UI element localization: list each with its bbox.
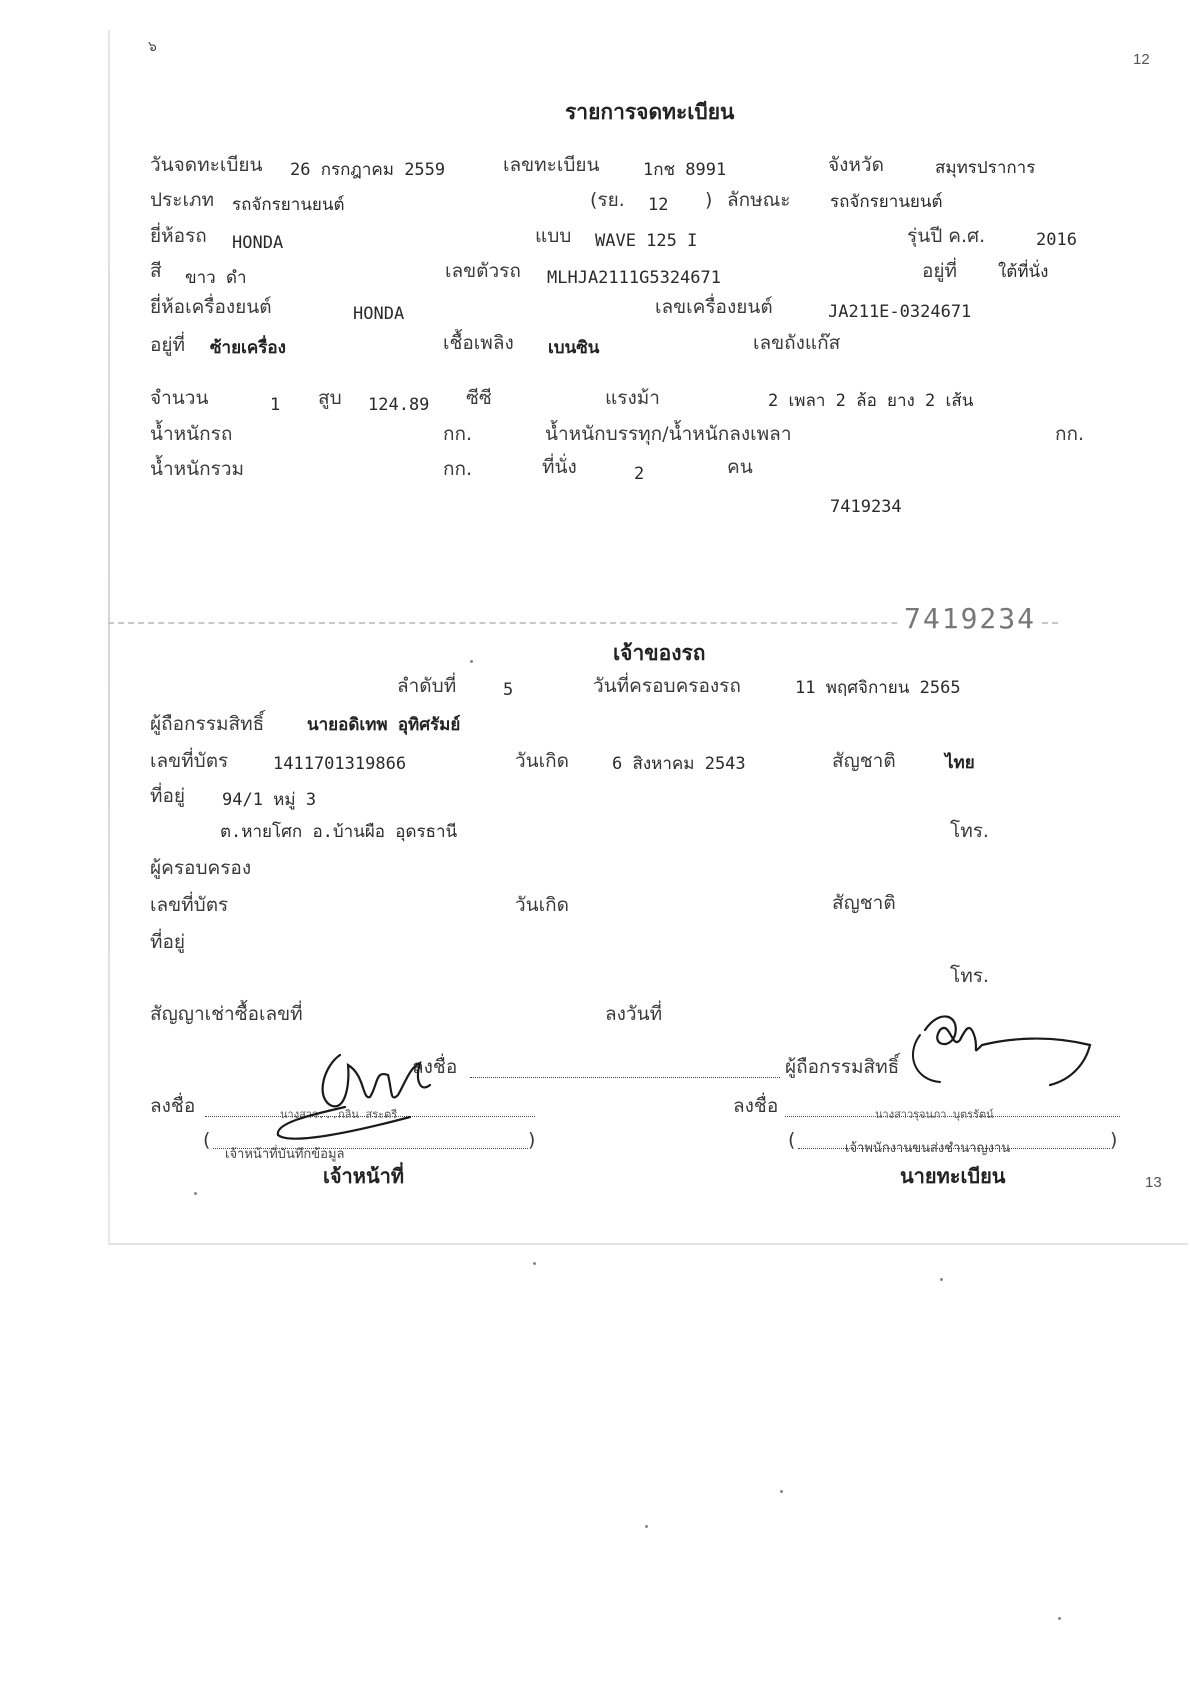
chassis-number: MLHJA2111G5324671	[547, 268, 721, 288]
axle-tire: 2 เพลา 2 ล้อ ยาง 2 เส้น	[768, 391, 974, 411]
model-label: แบบ	[535, 225, 572, 247]
officer-paren-open: (	[203, 1129, 211, 1151]
brand-label: ยี่ห้อรถ	[150, 225, 207, 247]
type-value: รถจักรยานยนต์	[232, 195, 345, 215]
scan-left-edge	[108, 30, 110, 1245]
registrar-paren-close: )	[1110, 1129, 1118, 1151]
corner-mark: ๖	[148, 39, 157, 55]
order-number: 5	[503, 680, 514, 700]
holder-label: ผู้ถือกรรมสิทธิ์	[150, 713, 265, 735]
scan-speck	[194, 1192, 197, 1195]
count-label: จำนวน	[150, 387, 209, 409]
total-weight-label: น้ำหนักรวม	[150, 458, 245, 480]
owner-title: เจ้าของรถ	[613, 641, 706, 665]
ry-value: 12	[648, 195, 669, 215]
reg-date: 26 กรกฎาคม 2559	[290, 160, 446, 180]
nationality: ไทย	[945, 753, 975, 773]
birth-date: 6 สิงหาคม 2543	[612, 754, 746, 774]
load-weight-label: น้ำหนักบรรทุก/น้ำหนักลงเพลา	[545, 423, 792, 445]
kg-unit-3: กก.	[443, 458, 473, 480]
possessor-nationality-label: สัญชาติ	[832, 892, 896, 914]
document-number: 7419234	[830, 497, 902, 517]
engine-location: ซ้ายเครื่อง	[210, 338, 286, 358]
province: สมุทรปราการ	[935, 158, 1036, 178]
holder-name: นายอดิเทพ อุทิศรัมย์	[307, 715, 461, 735]
order-label: ลำดับที่	[397, 675, 457, 697]
owner-sign-line	[470, 1077, 780, 1078]
ry-open: (รย.	[590, 189, 625, 211]
possessor-id-label: เลขที่บัตร	[150, 894, 229, 916]
scan-speck	[645, 1525, 648, 1528]
type-label: ประเภท	[150, 189, 215, 211]
style-value: รถจักรยานยนต์	[830, 192, 943, 212]
engine-number: JA211E-0324671	[828, 302, 972, 322]
officer-title: เจ้าหน้าที่	[323, 1164, 405, 1188]
engine-location-label: อยู่ที่	[150, 334, 186, 356]
possession-date-label: วันที่ครอบครองรถ	[593, 675, 741, 697]
scan-speck	[940, 1278, 943, 1281]
owner-tel-label: โทร.	[950, 820, 989, 842]
registrar-sign-label: ลงชื่อ	[733, 1095, 779, 1117]
scan-speck	[470, 660, 473, 663]
possessor-address-label: ที่อยู่	[150, 931, 186, 953]
engine-brand: HONDA	[353, 304, 405, 324]
address-label: ที่อยู่	[150, 785, 186, 807]
contract-label: สัญญาเช่าซื้อเลขที่	[150, 1003, 303, 1025]
registrar-paren-open: (	[788, 1129, 796, 1151]
possession-date: 11 พฤศจิกายน 2565	[795, 678, 961, 698]
chassis-location: ใต้ที่นั่ง	[998, 262, 1049, 282]
model: WAVE 125 I	[595, 231, 698, 251]
fuel-label: เชื้อเพลิง	[443, 332, 514, 354]
possessor-label: ผู้ครอบครอง	[150, 857, 252, 879]
ry-close: )	[705, 189, 713, 211]
cc-label: ซีซี	[466, 387, 492, 409]
reg-date-label: วันจดทะเบียน	[150, 154, 263, 176]
id-label: เลขที่บัตร	[150, 750, 229, 772]
chassis-location-label: อยู่ที่	[922, 260, 958, 282]
plate-number: 1กช 8991	[643, 160, 727, 180]
plate-label: เลขทะเบียน	[503, 154, 600, 176]
cylinder-label: สูบ	[318, 387, 342, 409]
province-label: จังหวัด	[828, 154, 884, 176]
count: 1	[270, 395, 281, 415]
seats: 2	[634, 464, 645, 484]
registration-title: รายการจดทะเบียน	[565, 100, 735, 124]
vehicle-weight-label: น้ำหนักรถ	[150, 423, 233, 445]
gas-tank-label: เลขถังแก๊ส	[753, 332, 841, 354]
contract-date-label: ลงวันที่	[605, 1003, 663, 1025]
registrar-title: นายทะเบียน	[900, 1164, 1006, 1188]
scan-speck	[1058, 1617, 1061, 1620]
color-label: สี	[150, 260, 162, 282]
officer-signature	[270, 1045, 470, 1135]
scan-speck	[533, 1262, 536, 1265]
officer-position: เจ้าหน้าที่บันทึกข้อมูล	[225, 1147, 345, 1162]
owner-sign-suffix: ผู้ถือกรรมสิทธิ์	[785, 1056, 900, 1078]
engine-cc: 124.89	[368, 395, 430, 415]
registrar-name: นางสาวรุจนภา บุตรรัตน์	[875, 1108, 994, 1121]
person-label: คน	[727, 456, 753, 478]
page-number-bottom: 13	[1145, 1174, 1162, 1191]
officer-name: นางสาว...กลิน สระตรี	[280, 1108, 398, 1121]
color-value: ขาว ดำ	[185, 268, 247, 288]
registrar-signature	[900, 1010, 1110, 1100]
scan-bottom-edge	[108, 1243, 1188, 1245]
officer-sign-label: ลงชื่อ	[150, 1095, 196, 1117]
id-number: 1411701319866	[273, 754, 407, 774]
stamped-number: 7419234	[900, 605, 1040, 633]
engine-brand-label: ยี่ห้อเครื่องยนต์	[150, 296, 272, 318]
model-year: 2016	[1036, 230, 1077, 250]
officer-paren-close: )	[528, 1129, 536, 1151]
kg-unit-2: กก.	[1055, 423, 1085, 445]
page-number-top: 12	[1133, 51, 1150, 68]
address-line-2: ต.หายโศก อ.บ้านผือ อุดรธานี	[220, 822, 458, 842]
possessor-tel-label: โทร.	[950, 965, 989, 987]
scan-speck	[780, 1490, 783, 1493]
owner-sign-label: ลงชื่อ	[412, 1056, 458, 1078]
seats-label: ที่นั่ง	[542, 456, 577, 478]
birth-label: วันเกิด	[515, 750, 569, 772]
address-line-1: 94/1 หมู่ 3	[222, 790, 317, 810]
chassis-label: เลขตัวรถ	[445, 260, 521, 282]
nationality-label: สัญชาติ	[832, 750, 896, 772]
year-label: รุ่นปี ค.ศ.	[907, 225, 986, 247]
horsepower-label: แรงม้า	[605, 387, 660, 409]
brand: HONDA	[232, 233, 284, 253]
registrar-position: เจ้าพนักงานขนส่งชำนาญงาน	[845, 1141, 1011, 1156]
fuel: เบนซิน	[548, 338, 600, 358]
style-label: ลักษณะ	[727, 189, 791, 211]
kg-unit-1: กก.	[443, 423, 473, 445]
possessor-birth-label: วันเกิด	[515, 894, 569, 916]
engine-number-label: เลขเครื่องยนต์	[655, 296, 773, 318]
